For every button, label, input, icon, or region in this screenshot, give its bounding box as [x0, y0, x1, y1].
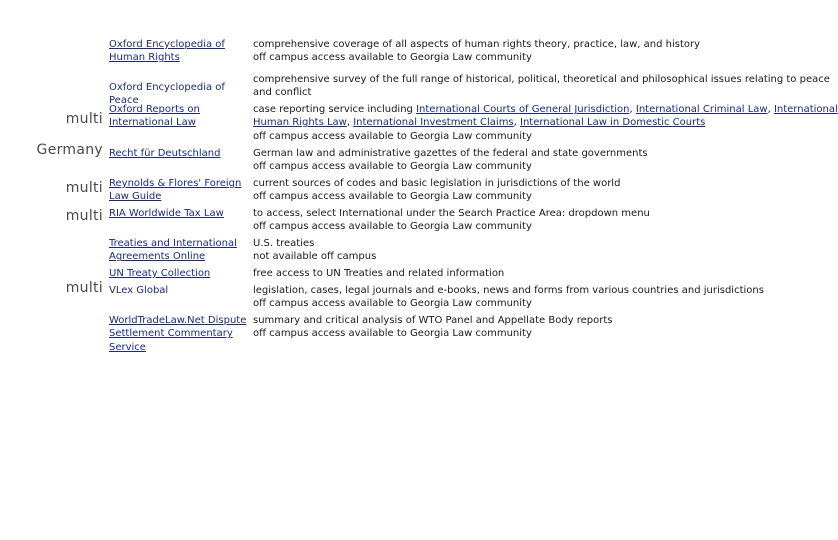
description-cell: [253, 314, 720, 341]
description-line: [253, 314, 720, 327]
resource-cell: [109, 314, 249, 354]
description-line: [253, 86, 720, 99]
description-line: [253, 147, 720, 160]
description-line: [253, 116, 720, 129]
description-text: off campus access available to Georgia Law community: [253, 130, 532, 142]
description-line: [253, 250, 720, 263]
description-line: [253, 177, 720, 190]
description-text: German law and administrative gazettes of the federal and state governments: [253, 148, 648, 159]
resource-cell: [109, 237, 249, 264]
description-text: legislation, cases, legal journals and e-books, news and forms from various countries and jurisdictions: [253, 285, 764, 296]
description-line: [253, 284, 764, 297]
description-text: off campus access available to Georgia Law community: [253, 221, 532, 233]
resource-link[interactable]: WorldTradeLaw.Net Dispute Settlement Commentary Service: [109, 315, 247, 353]
description-text: ,: [629, 104, 636, 115]
jurisdiction-label: multi: [65, 280, 103, 296]
description-text: off campus access available to Georgia Law community: [253, 328, 532, 340]
resource-link[interactable]: Recht für Deutschland: [109, 148, 221, 159]
resource-link[interactable]: Reynolds & Flores' Foreign Law Guide: [109, 178, 242, 203]
description-text: not available off campus: [253, 251, 377, 263]
description-text: ,: [346, 117, 354, 129]
description-link[interactable]: International Criminal Law: [635, 104, 768, 115]
resource-link[interactable]: Treaties and International Agreements Online: [109, 238, 237, 263]
description-cell: [253, 38, 720, 65]
description-text: comprehensive survey of the full range of historical, political, theoretical and philosophical issues relating to peace: [253, 74, 830, 85]
description-cell: [253, 237, 720, 264]
description-text: U.S. treaties: [253, 238, 315, 249]
description-cell: [253, 103, 838, 143]
description-text: off campus access available to Georgia Law community: [253, 191, 532, 203]
description-line: [253, 297, 720, 310]
resource-cell: [109, 147, 249, 160]
resource-link: Oxford Encyclopedia of Peace: [109, 82, 225, 107]
description-line: [253, 38, 720, 51]
description-text: to access, select International under the Search Practice Area: dropdown menu: [253, 208, 650, 219]
description-line: [253, 327, 720, 340]
description-cell: [253, 207, 720, 234]
description-cell: [253, 177, 720, 204]
description-link[interactable]: International Courts of General Jurisdiction: [416, 104, 630, 115]
resource-cell: [109, 207, 249, 220]
description-text: summary and critical analysis of WTO Panel and Appellate Body reports: [253, 315, 613, 326]
description-line: [253, 207, 720, 220]
description-text: comprehensive coverage of all aspects of human rights theory, practice, law, and history: [253, 39, 701, 50]
jurisdiction-label: multi: [65, 208, 103, 224]
description-line: [253, 51, 720, 64]
description-text: off campus access available to Georgia Law community: [253, 298, 532, 310]
description-link[interactable]: Human Rights Law: [253, 117, 347, 129]
description-text: current sources of codes and basic legislation in jurisdictions of the world: [253, 178, 621, 189]
description-text: case reporting service including: [253, 104, 417, 115]
description-link[interactable]: International Law in Domestic Courts: [520, 117, 706, 129]
description-cell: [253, 267, 720, 280]
description-text: off campus access available to Georgia Law community: [253, 52, 532, 64]
jurisdiction-label: Germany: [36, 142, 103, 158]
description-line: [253, 220, 720, 233]
resource-cell: [109, 103, 249, 130]
description-cell: [253, 147, 720, 174]
description-line: [253, 160, 720, 173]
resource-cell: [109, 177, 249, 204]
resource-link[interactable]: Oxford Reports on International Law: [109, 104, 200, 129]
description-text: ,: [767, 104, 774, 115]
description-text: free access to UN Treaties and related information: [253, 268, 505, 279]
resource-link: VLex Global: [109, 285, 169, 296]
jurisdiction-label: multi: [65, 180, 103, 196]
resource-link[interactable]: RIA Worldwide Tax Law: [109, 208, 224, 219]
description-text: and conflict: [253, 87, 312, 99]
description-line: [253, 267, 720, 280]
description-cell: [253, 73, 830, 100]
description-link[interactable]: International: [773, 104, 838, 115]
description-line: [253, 130, 720, 143]
description-line: [253, 190, 720, 203]
description-line: [253, 237, 720, 250]
resource-link[interactable]: UN Treaty Collection: [109, 268, 211, 279]
jurisdiction-label: multi: [65, 111, 103, 127]
resource-cell: [109, 38, 249, 65]
description-line: [253, 73, 830, 86]
description-text: off campus access available to Georgia Law community: [253, 161, 532, 173]
description-text: ,: [513, 117, 521, 129]
description-cell: [253, 284, 764, 311]
resource-link[interactable]: Oxford Encyclopedia of Human Rights: [109, 39, 225, 64]
description-line: [253, 103, 838, 116]
resource-cell: [109, 267, 249, 280]
resource-cell: [109, 284, 249, 297]
description-link[interactable]: International Investment Claims: [353, 117, 514, 129]
